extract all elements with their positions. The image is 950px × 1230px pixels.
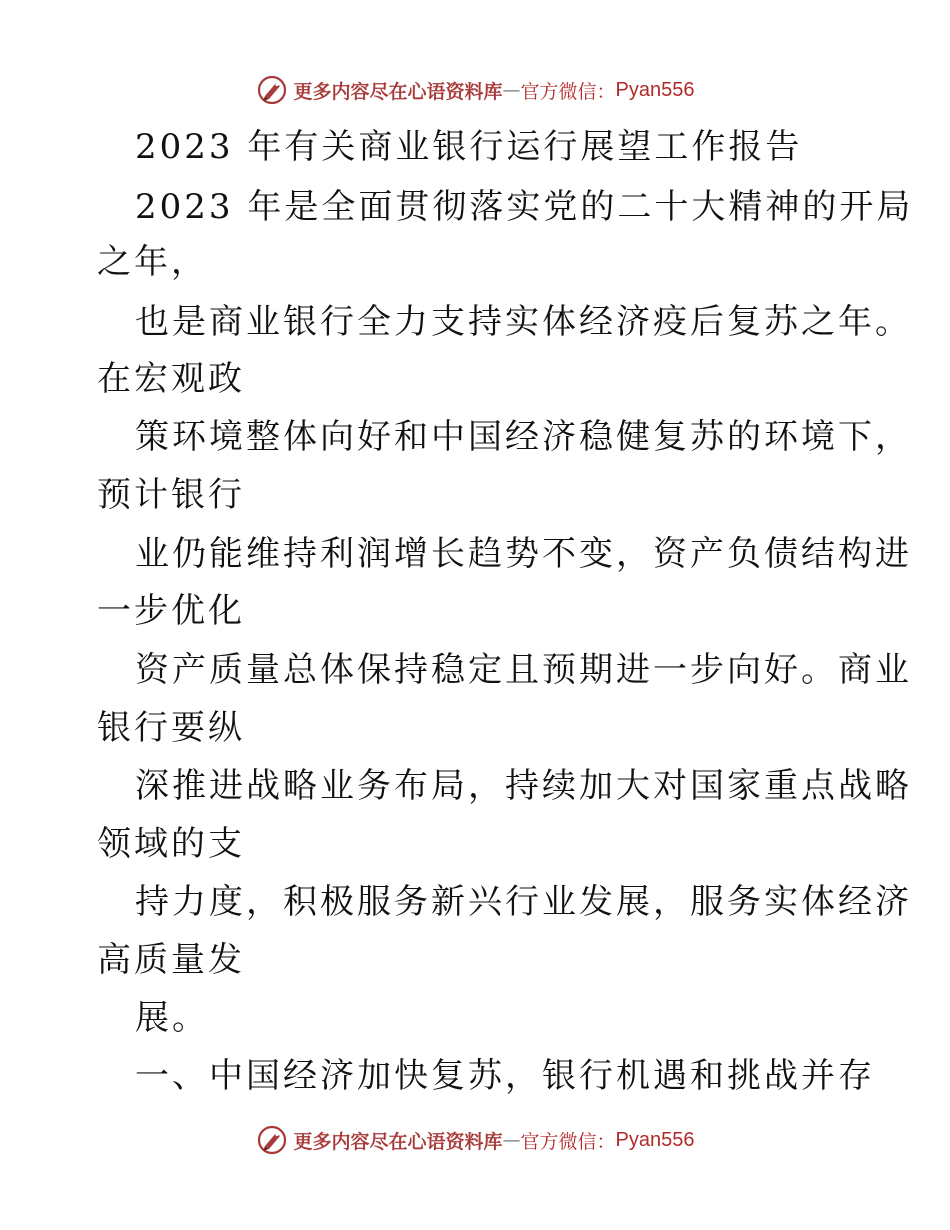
pen-logo-icon: [256, 74, 288, 106]
watermark-contact-id: Pyan556: [615, 1128, 695, 1151]
paragraph-line: 一步优化: [97, 591, 245, 631]
pen-logo-icon: [256, 1124, 288, 1156]
paragraph-line: 银行要纵: [97, 708, 245, 748]
paragraph-line: 也是商业银行全力支持实体经济疫后复苏之年。: [135, 302, 912, 342]
section-heading: 一、中国经济加快复苏，银行机遇和挑战并存: [135, 1056, 875, 1096]
paragraph-line: 业仍能维持利润增长趋势不变，资产负债结构进: [135, 534, 912, 574]
watermark-brand: 更多内容尽在心语资料库: [293, 80, 503, 103]
paragraph-line: 深推进战略业务布局，持续加大对国家重点战略: [135, 766, 912, 806]
paragraph-line: 预计银行: [97, 475, 245, 515]
paragraph-line: 高质量发: [97, 940, 245, 980]
footer-watermark: [0, 1122, 950, 1158]
paragraph-line: 展。: [135, 998, 209, 1038]
paragraph-line: 资产质量总体保持稳定且预期进一步向好。商业: [135, 650, 912, 690]
paragraph-line: 持力度，积极服务新兴行业发展，服务实体经济: [135, 882, 912, 922]
paragraph-line: 领域的支: [97, 824, 245, 864]
report-title: 2023 年有关商业银行运行展望工作报告: [135, 127, 803, 167]
paragraph-line: 之年，: [97, 242, 208, 282]
watermark-separator: —: [502, 79, 521, 101]
watermark-brand: 更多内容尽在心语资料库: [293, 1130, 503, 1153]
watermark-contact-label: 官方微信：: [520, 1130, 616, 1153]
watermark-separator: —: [502, 1129, 521, 1151]
paragraph-line: 在宏观政: [97, 359, 245, 399]
header-watermark: [0, 72, 950, 108]
watermark-contact-id: Pyan556: [615, 78, 695, 101]
paragraph-line: 2023 年是全面贯彻落实党的二十大精神的开局: [135, 187, 914, 227]
paragraph-line: 策环境整体向好和中国经济稳健复苏的环境下，: [135, 417, 912, 457]
watermark-contact-label: 官方微信：: [520, 80, 616, 103]
